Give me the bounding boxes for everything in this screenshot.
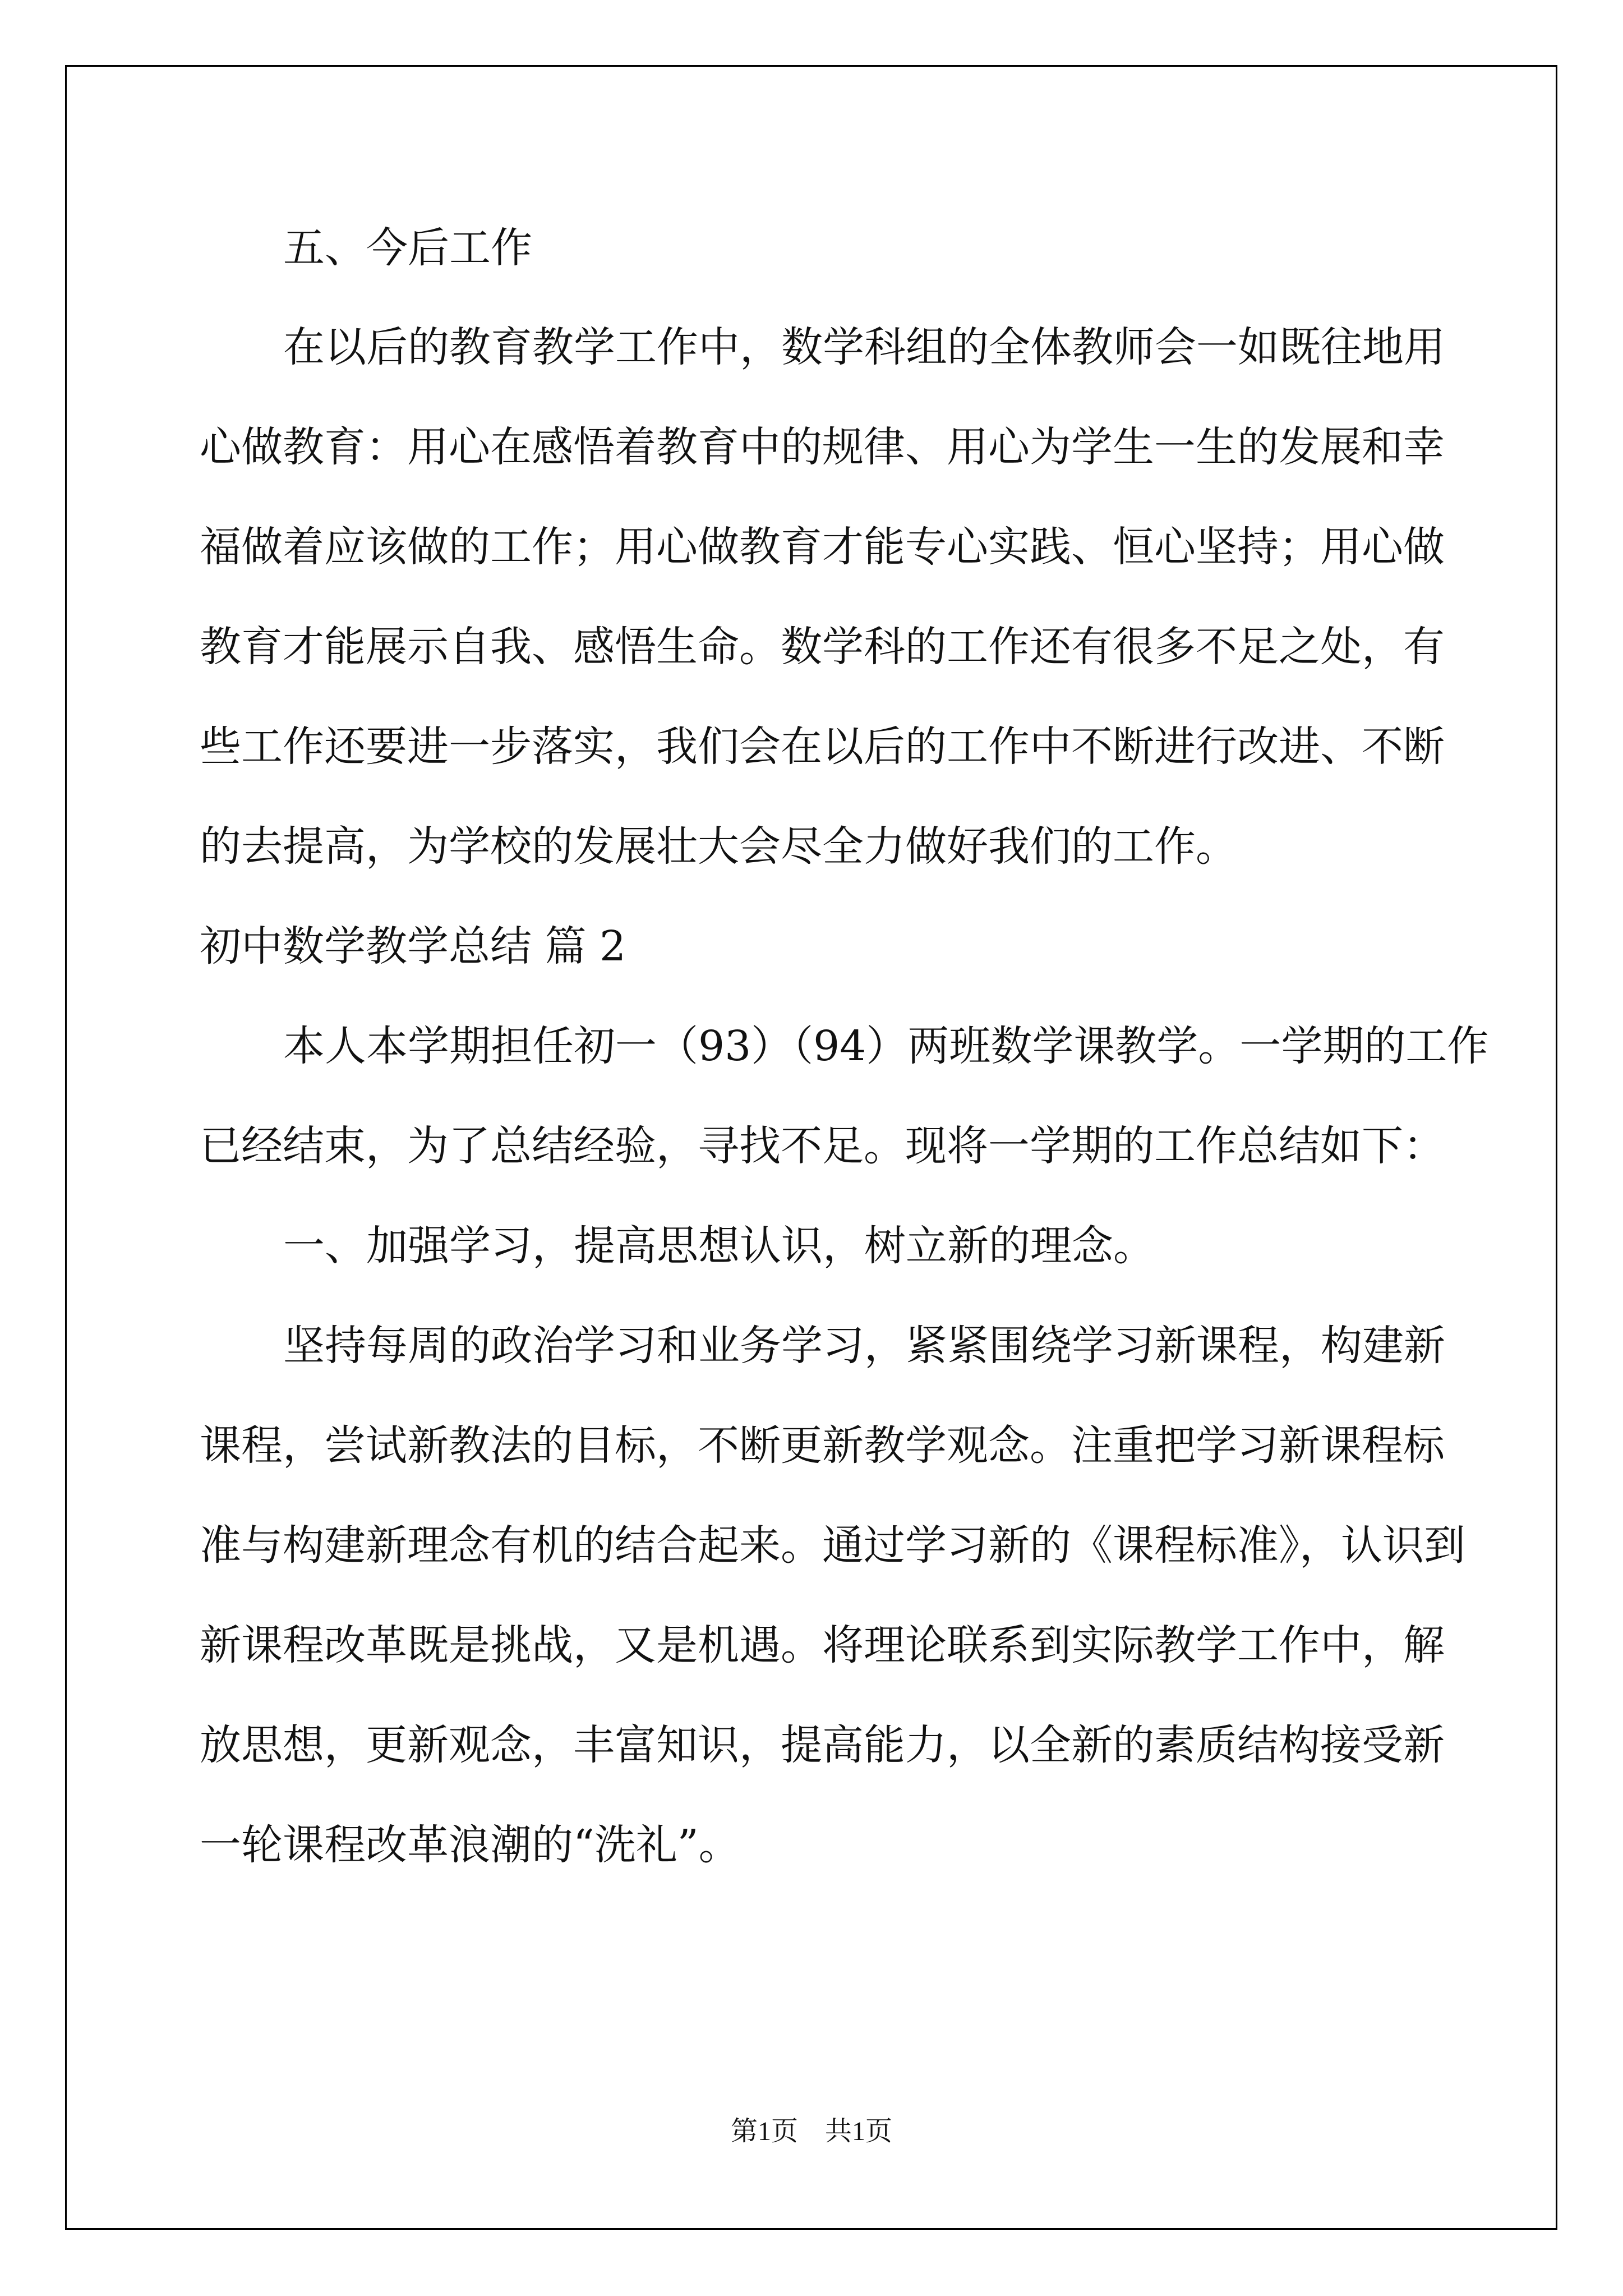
paragraph-line: 心做教育：用心在感悟着教育中的规律、用心为学生一生的发展和幸 (200, 423, 1445, 471)
paragraph-line: 已经结束，为了总结经验，寻找不足。现将一学期的工作总结如下： (200, 1122, 1445, 1170)
paragraph-line: 的去提高，为学校的发展壮大会尽全力做好我们的工作。 (200, 822, 1237, 871)
paragraph-line: 准与构建新理念有机的结合起来。通过学习新的《课程标准》，认识到 (200, 1521, 1465, 1570)
paragraph-line: 坚持每周的政治学习和业务学习，紧紧围绕学习新课程，构建新 (283, 1322, 1445, 1370)
section-heading-1: 一、加强学习，提高思想认识，树立新的理念。 (283, 1222, 1155, 1270)
paragraph-line: 新课程改革既是挑战，又是机遇。将理论联系到实际教学工作中，解 (200, 1621, 1445, 1669)
paragraph-line: 些工作还要进一步落实，我们会在以后的工作中不断进行改进、不断 (200, 723, 1445, 771)
paragraph-line: 课程，尝试新教法的目标，不断更新教学观念。注重把学习新课程标 (200, 1421, 1445, 1470)
page-footer: 第1页 共1页 (730, 2116, 892, 2146)
paragraph-line: 福做着应该做的工作；用心做教育才能专心实践、恒心坚持；用心做 (200, 523, 1445, 571)
paragraph-line: 教育才能展示自我、感悟生命。数学科的工作还有很多不足之处，有 (200, 623, 1445, 671)
paragraph-line: 在以后的教育教学工作中，数学科组的全体教师会一如既往地用 (283, 323, 1445, 371)
article-title: 初中数学教学总结 篇 2 (200, 922, 626, 970)
paragraph-line: 本人本学期担任初一（93）（94）两班数学课教学。一学期的工作 (283, 1022, 1489, 1070)
paragraph-line: 放思想，更新观念，丰富知识，提高能力，以全新的素质结构接受新 (200, 1721, 1445, 1769)
section-heading-5: 五、今后工作 (283, 224, 532, 272)
paragraph-line: 一轮课程改革浪潮的“洗礼”。 (200, 1821, 740, 1869)
